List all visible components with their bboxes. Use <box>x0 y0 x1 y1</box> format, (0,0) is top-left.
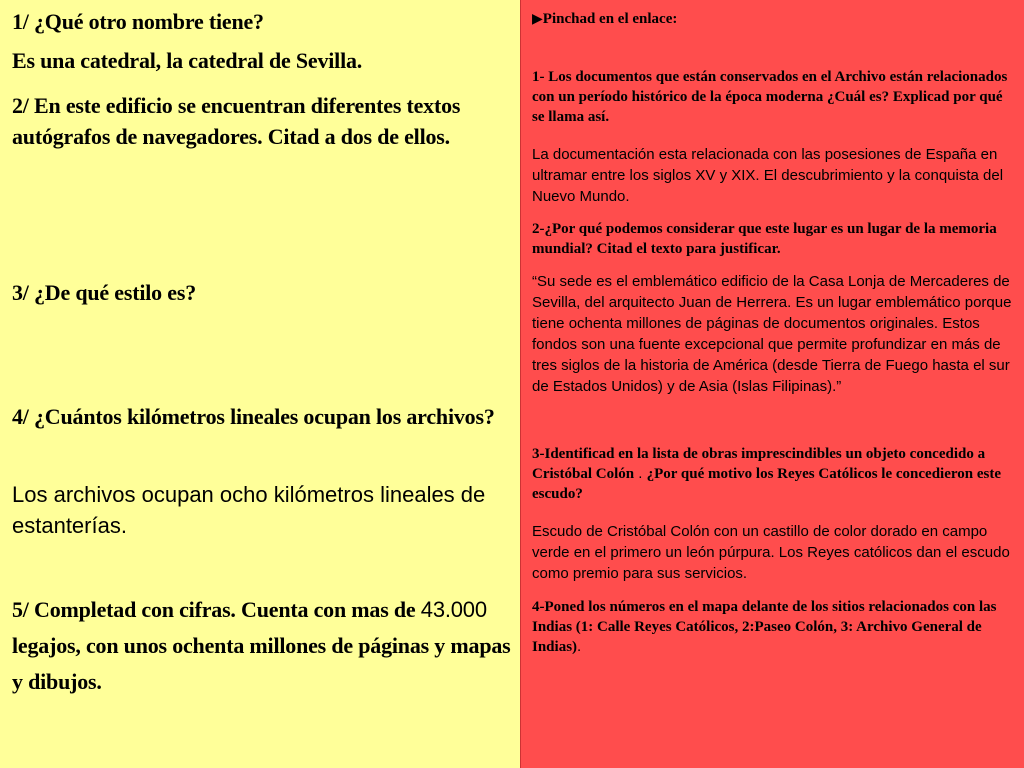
question-4: 4/ ¿Cuántos kilómetros lineales ocupan los archivos? <box>12 404 495 429</box>
question-2: 2/ En este edificio se encuentran diferentes textos autógrafos de navegadores. Citad a dos de ellos. <box>12 93 461 149</box>
right-question-4-text: 4-Poned los números en el mapa delante de los sitios relacionados con las Indias (1: Calle Reyes Católicos, 2:Paseo Colón, 3: Archivo General de Indias) <box>532 599 997 655</box>
right-question-2: 2-¿Por qué podemos considerar que este lugar es un lugar de la memoria mundial? Citad el texto para justificar. <box>532 221 997 257</box>
right-answer-3: Escudo de Cristóbal Colón con un castillo de color dorado en campo verde en el primero un león púrpura. Los Reyes católicos dan el escudo como premio para sus servicios. <box>532 523 1010 582</box>
answer-4: Los archivos ocupan ocho kilómetros lineales de estanterías. <box>12 482 486 538</box>
right-answer-1: La documentación esta relacionada con las posesiones de España en ultramar entre los siglos XV y XIX. El descubrimiento y la conquista del Nuevo Mundo. <box>532 146 1004 205</box>
question-5-number: 43.000 <box>420 597 487 622</box>
right-question-1: 1- Los documentos que están conservados en el Archivo están relacionados con un período histórico de la época moderna ¿Cuál es? Explicad por qué se llama así. <box>532 69 1008 125</box>
right-answer-2: “Su sede es el emblemático edificio de la Casa Lonja de Mercaderes de Sevilla, del arquitecto Juan de Herrera. Es un lugar emblemático porque tiene ochenta millones de páginas de documentos originales. Estos fondos son una fuente excepcional que permite profundizar en más de tres siglos de la historia de América (desde Tierra de Fuego hasta el sur de Estados Unidos) y de Asia (Islas Filipinas).” <box>532 273 1012 395</box>
question-3: 3/ ¿De qué estilo es? <box>12 280 197 305</box>
play-icon: ▶ <box>532 10 543 26</box>
question-1: 1/ ¿Qué otro nombre tiene? <box>12 9 264 34</box>
question-5-part2: legajos, con unos ochenta millones de páginas y mapas y dibujos. <box>12 633 511 694</box>
right-question-3-sep: . <box>634 465 647 482</box>
question-5-part1: 5/ Completad con cifras. Cuenta con mas de <box>12 597 416 622</box>
link-line[interactable] <box>532 8 1012 29</box>
right-question-3-part2: ¿Por qué motivo los Reyes Católicos le concedieron este escudo? <box>532 466 1001 502</box>
right-question-3 <box>532 444 1012 504</box>
right-question-3-part1: 3-Identificad en la lista de obras imprescindibles un objeto concedido a Cristóbal Colón <box>532 446 986 482</box>
link-label[interactable]: Pinchad en el enlace: <box>542 11 678 27</box>
right-question-4-end: . <box>577 638 582 655</box>
answer-1: Es una catedral, la catedral de Sevilla. <box>12 48 363 73</box>
right-question-4 <box>532 597 1012 657</box>
question-5 <box>12 592 512 700</box>
